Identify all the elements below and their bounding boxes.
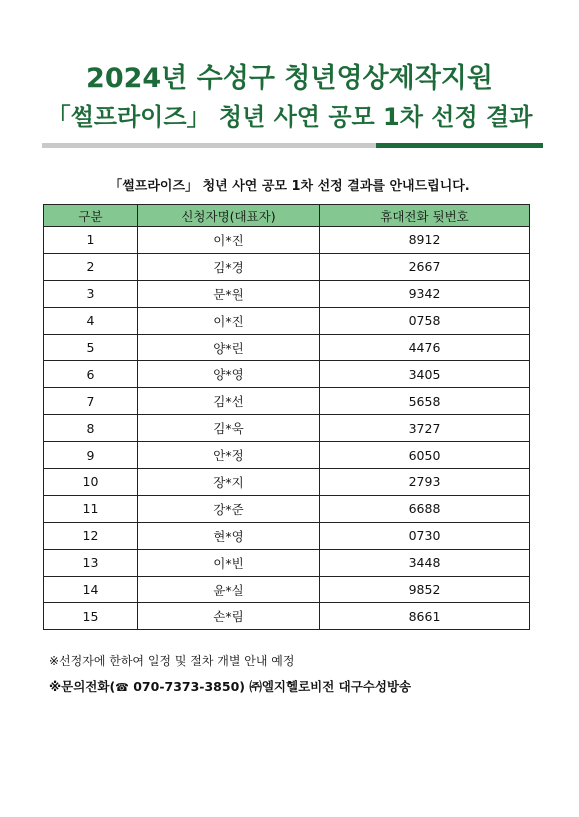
table-row bbox=[44, 469, 530, 496]
contact-line bbox=[49, 678, 411, 696]
table-row bbox=[44, 495, 530, 522]
cell-phone: 8912 bbox=[320, 227, 530, 254]
page-title: 2024년 수성구 청년영상제작지원 bbox=[86, 63, 493, 94]
table-row bbox=[44, 549, 530, 576]
cell-phone: 3448 bbox=[320, 549, 530, 576]
table-row bbox=[44, 415, 530, 442]
notice-text: ※선정자에 한하여 일정 및 절차 개별 안내 예정 bbox=[49, 654, 295, 668]
table-row bbox=[44, 227, 530, 254]
cell-phone: 2667 bbox=[320, 253, 530, 280]
cell-number: 8 bbox=[44, 415, 138, 442]
cell-name: 윤*실 bbox=[138, 576, 320, 603]
cell-name: 문*원 bbox=[138, 280, 320, 307]
cell-number: 1 bbox=[44, 227, 138, 254]
table-body bbox=[44, 227, 530, 630]
cell-name: 김*선 bbox=[138, 388, 320, 415]
cell-number: 10 bbox=[44, 469, 138, 496]
cell-phone: 2793 bbox=[320, 469, 530, 496]
cell-phone: 3727 bbox=[320, 415, 530, 442]
cell-number: 6 bbox=[44, 361, 138, 388]
intro-text: 「썰프라이즈」 청년 사연 공모 1차 선정 결과를 안내드립니다. bbox=[109, 179, 470, 194]
cell-name: 안*정 bbox=[138, 442, 320, 469]
cell-number: 5 bbox=[44, 334, 138, 361]
cell-name: 강*준 bbox=[138, 495, 320, 522]
table-row bbox=[44, 442, 530, 469]
cell-number: 9 bbox=[44, 442, 138, 469]
telephone-icon: ☎ bbox=[115, 681, 129, 694]
cell-number: 4 bbox=[44, 307, 138, 334]
cell-name: 이*빈 bbox=[138, 549, 320, 576]
divider-gray bbox=[42, 143, 376, 148]
cell-phone: 4476 bbox=[320, 334, 530, 361]
column-header-phone: 휴대전화 뒷번호 bbox=[320, 205, 530, 227]
cell-name: 이*진 bbox=[138, 307, 320, 334]
results-table bbox=[43, 204, 530, 630]
cell-phone: 9852 bbox=[320, 576, 530, 603]
cell-number: 7 bbox=[44, 388, 138, 415]
page-subtitle: 「썰프라이즈」 청년 사연 공모 1차 선정 결과 bbox=[46, 103, 533, 131]
table-row bbox=[44, 253, 530, 280]
table-row bbox=[44, 361, 530, 388]
cell-name: 양*린 bbox=[138, 334, 320, 361]
cell-name: 손*림 bbox=[138, 603, 320, 630]
table-row bbox=[44, 280, 530, 307]
table-row bbox=[44, 522, 530, 549]
divider-green bbox=[376, 143, 543, 148]
table-row bbox=[44, 334, 530, 361]
cell-phone: 3405 bbox=[320, 361, 530, 388]
column-header-name: 신청자명(대표자) bbox=[138, 205, 320, 227]
table-row bbox=[44, 307, 530, 334]
cell-number: 13 bbox=[44, 549, 138, 576]
cell-name: 장*지 bbox=[138, 469, 320, 496]
column-header-number: 구분 bbox=[44, 205, 138, 227]
contact-prefix: ※문의전화( bbox=[49, 679, 116, 694]
cell-phone: 6050 bbox=[320, 442, 530, 469]
table-row bbox=[44, 388, 530, 415]
cell-name: 김*경 bbox=[138, 253, 320, 280]
contact-number: 070-7373-3850) ㈜엘지헬로비전 대구수성방송 bbox=[128, 679, 412, 694]
cell-name: 현*영 bbox=[138, 522, 320, 549]
cell-number: 2 bbox=[44, 253, 138, 280]
cell-phone: 5658 bbox=[320, 388, 530, 415]
cell-number: 14 bbox=[44, 576, 138, 603]
cell-number: 11 bbox=[44, 495, 138, 522]
cell-phone: 0730 bbox=[320, 522, 530, 549]
cell-phone: 0758 bbox=[320, 307, 530, 334]
cell-number: 15 bbox=[44, 603, 138, 630]
cell-name: 양*영 bbox=[138, 361, 320, 388]
cell-phone: 9342 bbox=[320, 280, 530, 307]
table-row bbox=[44, 603, 530, 630]
cell-phone: 8661 bbox=[320, 603, 530, 630]
table-row bbox=[44, 576, 530, 603]
cell-number: 3 bbox=[44, 280, 138, 307]
cell-name: 김*욱 bbox=[138, 415, 320, 442]
cell-number: 12 bbox=[44, 522, 138, 549]
cell-name: 이*진 bbox=[138, 227, 320, 254]
table-header-row bbox=[44, 205, 530, 227]
cell-phone: 6688 bbox=[320, 495, 530, 522]
